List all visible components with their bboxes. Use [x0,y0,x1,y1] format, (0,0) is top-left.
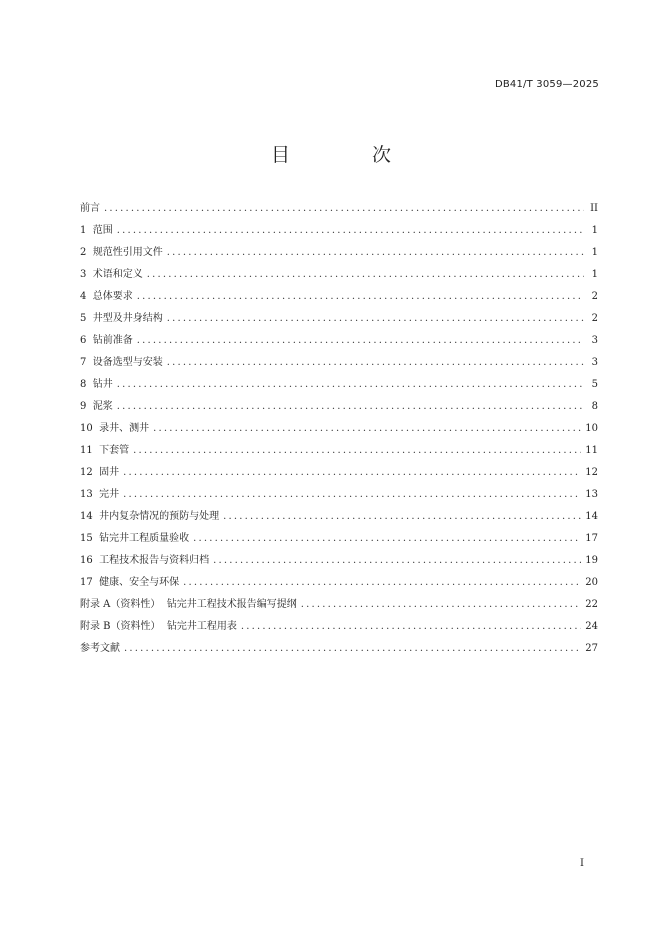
toc-entry[interactable] [80,530,600,552]
toc-entry[interactable] [80,464,600,486]
page-number: I [580,858,584,869]
toc-entry-page: 20 [585,577,598,588]
toc-entry-label: 15 钻完井工程质量验收 [80,533,190,544]
toc-entry-page: 3 [591,335,598,346]
toc-dot-leader [167,310,584,328]
toc-entry-page: 17 [585,533,598,544]
toc-entry-label: 前言 [80,203,100,214]
toc-entry[interactable] [80,442,600,464]
toc-entry[interactable] [80,420,600,442]
toc-entry[interactable] [80,354,600,376]
toc-entry[interactable] [80,486,600,508]
toc-entry-label: 附录 A（资料性） 钻完井工程技术报告编写提纲 [80,599,297,610]
toc-entry-label: 17 健康、安全与环保 [80,577,180,588]
toc-entry-page: 12 [585,467,598,478]
table-of-contents [80,200,600,662]
toc-dot-leader [124,640,581,658]
toc-entry-label: 2 规范性引用文件 [80,247,163,258]
toc-entry[interactable] [80,618,600,640]
toc-entry-page: 2 [591,291,598,302]
toc-entry-label: 参考文献 [80,643,120,654]
toc-entry[interactable] [80,398,600,420]
toc-entry-page: 8 [591,401,598,412]
toc-entry-label: 7 设备选型与安装 [80,357,163,368]
document-code: DB41/T 3059—2025 [494,79,599,90]
toc-entry-label: 4 总体要求 [80,291,133,302]
toc-dot-leader [117,376,584,394]
toc-entry-label: 6 钻前准备 [80,335,133,346]
toc-entry[interactable] [80,332,600,354]
toc-dot-leader [223,508,581,526]
toc-entry[interactable] [80,266,600,288]
toc-entry-page: II [590,203,598,214]
toc-dot-leader [183,574,581,592]
toc-entry-label: 8 钻井 [80,379,113,390]
toc-entry-page: 13 [585,489,598,500]
toc-dot-leader [153,420,581,438]
toc-dot-leader [241,618,581,636]
toc-entry[interactable] [80,552,600,574]
toc-entry-label: 12 固井 [80,467,120,478]
toc-entry-label: 9 泥浆 [80,401,113,412]
toc-entry[interactable] [80,288,600,310]
toc-dot-leader [137,332,584,350]
toc-entry-page: 11 [585,445,598,456]
toc-entry-label: 3 术语和定义 [80,269,143,280]
toc-dot-leader [147,266,584,284]
toc-entry-page: 22 [585,599,598,610]
toc-entry[interactable] [80,244,600,266]
toc-dot-leader [167,244,584,262]
toc-entry-label: 5 井型及井身结构 [80,313,163,324]
toc-entry-label: 11 下套管 [80,445,130,456]
toc-dot-leader [133,442,581,460]
toc-dot-leader [117,398,584,416]
toc-dot-leader [104,200,584,218]
toc-dot-leader [123,486,581,504]
toc-entry-label: 16 工程技术报告与资料归档 [80,555,210,566]
toc-entry[interactable] [80,222,600,244]
toc-entry-page: 3 [591,357,598,368]
toc-entry[interactable] [80,376,600,398]
toc-entry[interactable] [80,508,600,530]
toc-entry-page: 1 [591,269,598,280]
toc-entry[interactable] [80,640,600,662]
toc-entry-page: 10 [585,423,598,434]
toc-entry-label: 1 范围 [80,225,113,236]
toc-entry-page: 27 [585,643,598,654]
toc-entry-label: 10 录井、测井 [80,423,150,434]
page-title: 目 次 [270,144,430,166]
toc-entry[interactable] [80,200,600,222]
toc-entry-page: 24 [585,621,598,632]
toc-entry-page: 19 [585,555,598,566]
toc-dot-leader [123,464,581,482]
toc-dot-leader [301,596,582,614]
toc-entry-label: 14 井内复杂情况的预防与处理 [80,511,220,522]
toc-dot-leader [193,530,581,548]
toc-entry[interactable] [80,596,600,618]
toc-entry-label: 附录 B（资料性） 钻完井工程用表 [80,621,237,632]
toc-entry-page: 2 [591,313,598,324]
toc-entry[interactable] [80,310,600,332]
toc-entry-page: 5 [591,379,598,390]
toc-entry[interactable] [80,574,600,596]
toc-dot-leader [137,288,584,306]
toc-dot-leader [117,222,584,240]
toc-dot-leader [213,552,581,570]
toc-entry-page: 1 [591,247,598,258]
toc-entry-page: 14 [585,511,598,522]
toc-dot-leader [167,354,584,372]
toc-entry-label: 13 完井 [80,489,120,500]
toc-entry-page: 1 [591,225,598,236]
